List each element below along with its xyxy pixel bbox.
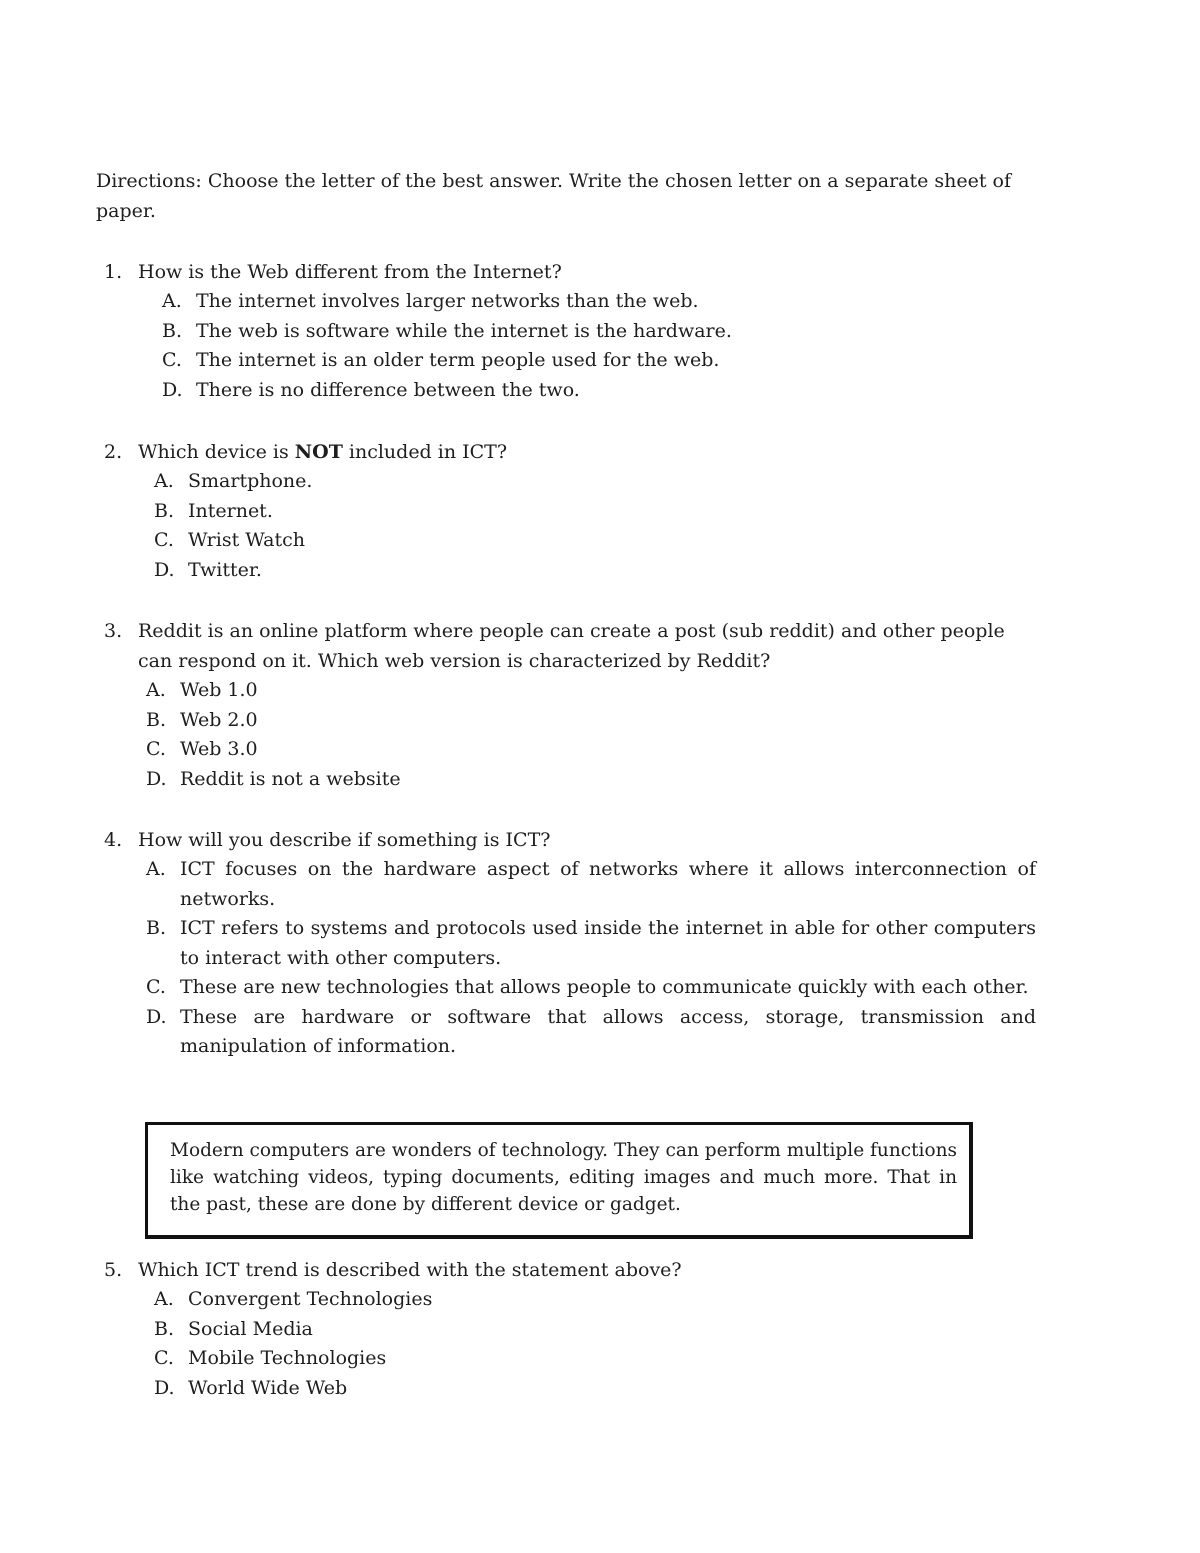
question-2 [104,437,507,585]
option-text: Web 1.0 [180,679,258,701]
passage-box: Modern computers are wonders of technology. They can perform multiple functions like watching videos, typing documents, editing images and much more. That in the past, these are done by different device or gadget. [145,1122,973,1239]
option-letter: C. [154,529,174,551]
emphasis-text: NOT [294,441,343,463]
directions: Directions: Choose the letter of the best answer. Write the chosen letter on a separate sheet of paper. [96,170,1012,222]
option-d [146,765,1005,795]
question-1-stem [104,257,732,287]
option-letter: C. [146,976,166,998]
option-text: Smartphone. [188,470,313,492]
question-4-options [146,855,1036,1062]
question-5-options [154,1285,682,1403]
option-letter: C. [146,738,166,760]
question-1-options [162,287,732,405]
question-4-stem [104,825,1036,855]
option-letter: A. [154,1288,174,1310]
option-letter: A. [146,679,166,701]
option-c [146,735,1005,765]
question-number: 2. [104,441,123,463]
option-text: Web 3.0 [180,738,258,760]
option-a [146,855,1036,914]
option-text: The internet involves larger networks than the web. [196,290,699,312]
question-3-stem-continued: can respond on it. Which web version is characterized by Reddit? [138,650,771,672]
question-3-options [146,676,1005,794]
option-letter: D. [146,1005,167,1028]
option-letter: D. [154,558,175,581]
option-letter: B. [162,319,183,342]
option-text: World Wide Web [188,1376,348,1399]
option-text: The web is software while the internet is the hardware. [196,319,732,342]
option-a [154,467,507,497]
option-text: Social Media [188,1317,313,1340]
question-text: Reddit is an online platform where people can create a post (sub reddit) and other people [138,620,1005,642]
option-text: The internet is an older term people used for the web. [196,349,720,371]
option-text: ICT refers to systems and protocols used inside the internet in able for other computers to interact with other computers. [180,917,1036,969]
option-c [154,526,507,556]
option-c [162,346,732,376]
option-d [146,1003,1036,1062]
option-text: ICT focuses on the hardware aspect of networks where it allows interconnection of networks. [180,858,1036,910]
question-1 [104,257,732,405]
option-letter: A. [154,470,174,492]
question-text: Which ICT trend is described with the statement above? [138,1259,682,1281]
option-a [154,1285,682,1315]
option-letter: D. [162,378,183,401]
option-text: These are new technologies that allows people to communicate quickly with each other. [180,976,1029,998]
question-number: 1. [104,261,123,283]
option-text: There is no difference between the two. [196,378,580,401]
option-text: Twitter. [188,558,262,581]
question-text: Which device is [138,441,295,463]
option-letter: D. [146,767,167,790]
option-text: These are hardware or software that allows access, storage, transmission and manipulation of information. [180,1005,1036,1057]
option-d [154,556,507,586]
question-3-stem [104,616,1005,646]
option-b [154,1315,682,1345]
option-b [146,706,1005,736]
option-b [162,317,732,347]
option-letter: B. [154,499,175,522]
option-d [154,1374,682,1404]
option-text: Web 2.0 [180,708,258,731]
option-letter: C. [162,349,182,371]
question-2-options [154,467,507,585]
option-d [162,376,732,406]
question-4 [104,825,1036,1062]
option-letter: C. [154,1347,174,1369]
option-letter: A. [146,858,166,880]
option-letter: B. [146,708,167,731]
option-a [146,676,1005,706]
option-text: Internet. [188,499,273,522]
question-number: 3. [104,620,123,642]
option-letter: A. [162,290,182,312]
option-b [154,497,507,527]
question-number: 5. [104,1259,123,1281]
option-a [162,287,732,317]
option-text: Convergent Technologies [188,1288,433,1310]
option-c [146,973,1036,1003]
question-5-stem [104,1255,682,1285]
option-c [154,1344,682,1374]
option-b [146,914,1036,973]
option-letter: B. [154,1317,175,1340]
question-number: 4. [104,829,123,851]
question-text: included in ICT? [342,441,508,463]
option-text: Mobile Technologies [188,1347,387,1369]
question-text: How is the Web different from the Internet? [138,261,562,283]
option-letter: B. [146,917,167,939]
option-text: Reddit is not a website [180,767,401,790]
option-letter: D. [154,1376,175,1399]
question-3 [104,616,1005,794]
question-5 [104,1255,682,1403]
question-2-stem [104,437,507,467]
question-text: How will you describe if something is ICT? [138,829,551,851]
option-text: Wrist Watch [188,529,305,551]
